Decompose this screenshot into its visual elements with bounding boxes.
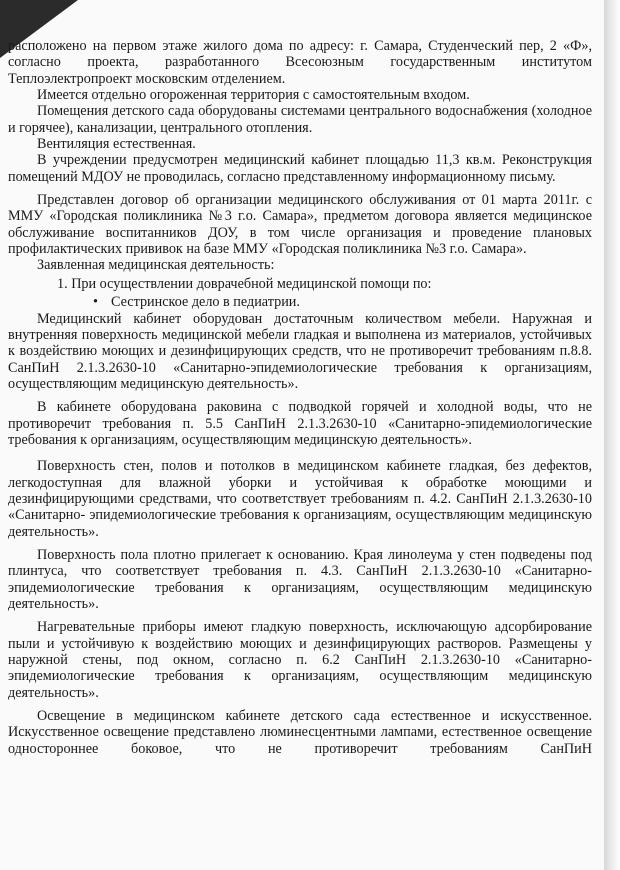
page-edge-shadow (604, 0, 620, 870)
paragraph-declared-activity: Заявленная медицинская деятельность: (37, 257, 275, 274)
bullet-item-pediatric-nursing (8, 294, 592, 310)
paragraph-heating: Нагревательные приборы имеют гладкую поверхность, исключающую адсорбирование пыли и устойчивую к воздействию моющих и дезинфицирующих растворов. Размещены у наружной стены, под окном, согласно п. 6.2 СанПиН 2.1.3.2630-10 «Санитарно- эпидемиологические требования к организациям, осуществляющим медицинскую деятельность». (8, 619, 592, 701)
paragraph-sink: В кабинете оборудована раковина с подводкой горячей и холодной воды, что не противоречит требования п. 5.5 СанПиН 2.1.3.2630-10 «Санитарно-эпидемиологические требования к организациям, осуществляющим медицинскую деятельность». (8, 399, 592, 448)
paragraph-lighting: Освещение в медицинском кабинете детского сада естественное и искусственное. Искусственное освещение представлено люминесцентными лампами, естественное освещение одностороннее боковое, что не противоречит требованиям СанПиН (8, 708, 592, 757)
paragraph-furniture: Медицинский кабинет оборудован достаточным количеством мебели. Наружная и внутренняя поверхность медицинской мебели гладкая и выполнена из материалов, устойчивых к воздействию моющих и дезинфицирующих средств, что не противоречит требованиям п.8.8. СанПиН 2.1.3.2630-10 «Санитарно-эпидемиологические требования к организациям, осуществляющим медицинскую деятельность». (8, 310, 592, 392)
paragraph-address: расположено на первом этаже жилого дома по адресу: г. Самара, Студенческий пер, 2 «Ф», согласно проекта, разработанного Всесоюзным государственным институтом Теплоэлектропроект московским отделением. (8, 38, 592, 87)
paragraph-territory: Имеется отдельно огороженная территория с самостоятельным входом. (37, 87, 470, 104)
document-body (8, 38, 592, 757)
bullet-glyph: • (93, 294, 98, 311)
bullet-item-label: Сестринское дело в педиатрии. (111, 294, 300, 311)
list-item-prehospital-care: 1. При осуществлении доврачебной медицинской помощи по: (57, 275, 432, 292)
paragraph-utilities: Помещения детского сада оборудованы системами центрального водоснабжения (холодное и горячее), канализации, центрального отопления. (8, 103, 592, 136)
paragraph-ventilation: Вентиляция естественная. (37, 136, 196, 153)
paragraph-walls: Поверхность стен, полов и потолков в медицинском кабинете гладкая, без дефектов, легкодоступная для влажной уборки и устойчивая к обработке моющими и дезинфицирующими средствами, что соответствует требованиям п. 4.2. СанПиН 2.1.3.2630-10 «Санитарно- эпидемиологические требования к организациям, осуществляющим медицинскую деятельность». (8, 458, 592, 540)
paragraph-floor: Поверхность пола плотно прилегает к основанию. Края линолеума у стен подведены под плинтуса, что соответствует требования п. 4.3. СанПиН 2.1.3.2630-10 «Санитарно- эпидемиологические требования к организациям, осуществляющим медицинскую деятельность». (8, 546, 592, 612)
paragraph-medical-office: В учреждении предусмотрен медицинский кабинет площадью 11,3 кв.м. Реконструкция помещений МДОУ не проводилась, согласно представленному информационному письму. (8, 152, 592, 185)
paragraph-contract: Представлен договор об организации медицинского обслуживания от 01 марта 2011г. с ММУ «Городская поликлиника №3 г.о. Самара», предметом договора является медицинское обслуживание воспитанников ДОУ, в том числе организация и проведение плановых профилактических прививок на базе ММУ «Городская поликлиника №3 г.о. Самара». (8, 192, 592, 258)
